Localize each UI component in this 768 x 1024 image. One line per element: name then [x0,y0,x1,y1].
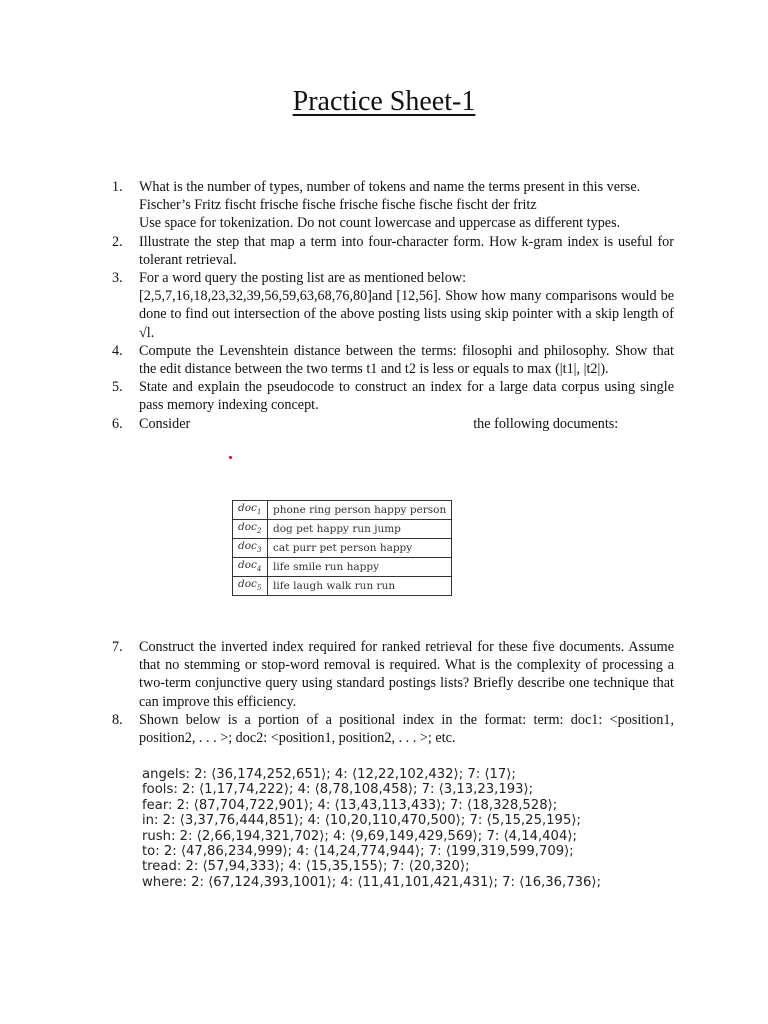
question-number: 7. [112,639,123,655]
doc-id-cell: doc$_2$ [233,520,268,539]
page-title: Practice Sheet-1 [292,86,476,117]
doc-id-cell: doc$_5$ [233,577,268,596]
question-number: 5. [112,379,123,396]
positional-index-line: angels: 2: ⟨36,174,252,651⟩; 4: ⟨12,22,102,432⟩; 7: ⟨17⟩; [142,767,516,782]
verse-text: Fischer’s Fritz fischt frische fische frische fische fische fischt der fritz [139,197,537,214]
table-row [233,539,452,558]
positional-index-line: to: 2: ⟨47,86,234,999⟩; 4: ⟨14,24,774,944⟩; 7: ⟨199,319,599,709⟩; [142,844,574,860]
doc-text-cell: phone ring person happy person [268,501,452,520]
question-2 [112,233,674,269]
doc-id-cell: doc$_4$ [233,558,268,577]
table-row [233,558,452,577]
question-number: 6. [112,415,123,432]
question-3 [112,269,674,342]
question-text: For a word query the posting list are as mentioned below: [139,270,467,287]
question-number: 1. [112,179,123,195]
question-text: Shown below is a portion of a positional index in the format: term: doc1: <position1, position2, . . . >; doc2: <position1, position2, . . . >; etc. [139,711,674,747]
question-text: Compute the Levenshtein distance between the terms: filosophi and philosophy. Show that the edit distance between the two terms t1 and t2 is less or equals to max (|t1|, |t2|). [139,342,674,378]
doc-text-cell: dog pet happy run jump [268,520,452,539]
question-number: 8. [112,711,123,728]
question-text-right: the following documents: [473,415,619,432]
question-number: 4. [112,342,123,359]
question-4 [112,342,674,378]
question-8 [112,711,674,747]
doc-text-cell: life smile run happy [268,558,452,577]
question-6 [112,415,674,433]
doc-text-cell: cat purr pet person happy [268,539,452,558]
question-text: Construct the inverted index required for ranked retrieval for these five documents. Assume that no stemming or stop-word removal is required. What is the complexity of processing a two-term conjunctive query using standard postings lists? Briefly describe one technique that can improve this efficiency. [139,639,674,710]
positional-index-line: fear: 2: ⟨87,704,722,901⟩; 4: ⟨13,43,113,433⟩; 7: ⟨18,328,528⟩; [142,797,558,813]
positional-index-line: fools: 2: ⟨1,17,74,222⟩; 4: ⟨8,78,108,458⟩; 7: ⟨3,13,23,193⟩; [142,782,534,798]
table-row [233,501,452,520]
question-number: 2. [112,233,123,250]
question-text: State and explain the pseudocode to construct an index for a large data corpus using single pass memory indexing concept. [139,379,674,414]
positional-index-line: rush: 2: ⟨2,66,194,321,702⟩; 4: ⟨9,69,149,429,569⟩; 7: ⟨4,14,404⟩; [142,828,577,844]
positional-index-line: where: 2: ⟨67,124,393,1001⟩; 4: ⟨11,41,101,421,431⟩; 7: ⟨16,36,736⟩; [142,874,602,890]
question-text: What is the number of types, number of tokens and name the terms present in this verse. [139,179,641,195]
positional-index-line: tread: 2: ⟨57,94,333⟩; 4: ⟨15,35,155⟩; 7: ⟨20,320⟩; [142,859,470,875]
doc-id-cell: doc$_3$ [233,539,268,558]
table-row [233,577,452,596]
question-text: Use space for tokenization. Do not count lowercase and uppercase as different types. [139,215,621,232]
question-number: 3. [112,270,123,287]
red-dot-mark [229,456,232,459]
question-text: Illustrate the step that map a term into four-character form. How k-gram index is useful for tolerant retrieval. [139,233,674,268]
question-7 [112,638,674,711]
positional-index-block [142,767,601,890]
question-text: [2,5,7,16,18,23,32,39,56,59,63,68,76,80]and [12,56]. Show how many comparisons would be done to find out intersection of the above posting lists using skip pointer with a skip length of √l. [139,288,674,341]
question-list-bottom [112,638,674,747]
positional-index-line: in: 2: ⟨3,37,76,444,851⟩; 4: ⟨10,20,110,470,500⟩; 7: ⟨5,15,25,195⟩; [142,813,581,829]
question-list-top [112,178,674,433]
question-text-left: Consider [139,415,191,432]
doc-text-cell: life laugh walk run run [268,577,452,596]
table-row [233,520,452,539]
doc-id-cell: doc$_1$ [233,501,268,520]
question-1 [112,178,674,233]
question-5 [112,378,674,414]
documents-table [232,500,452,596]
